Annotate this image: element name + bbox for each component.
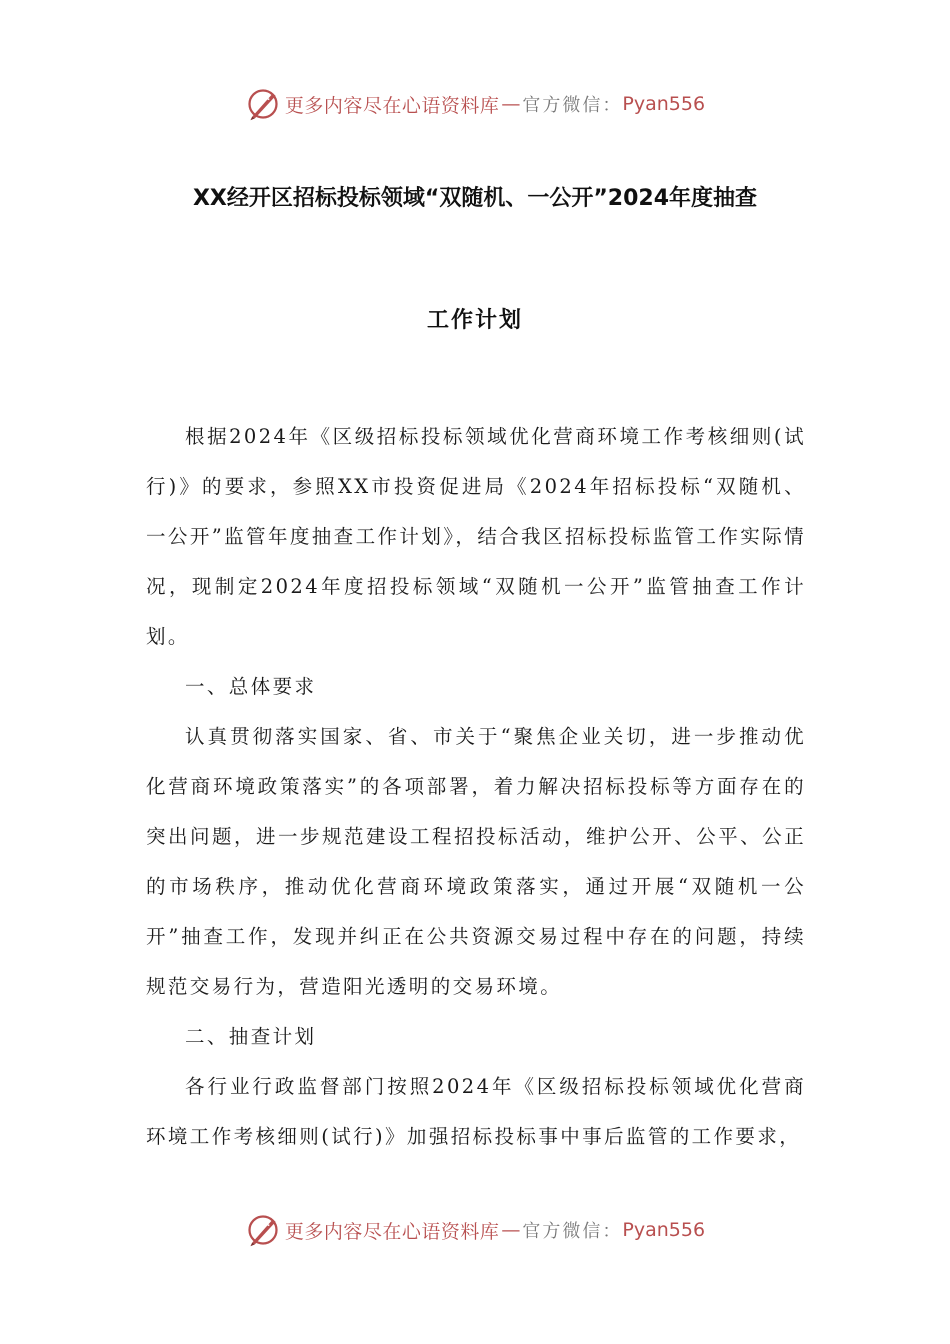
watermark-separator: — [501, 93, 521, 115]
paragraph-general-requirements: 认真贯彻落实国家、省、市关于“聚焦企业关切，进一步推动优化营商环境政策落实”的各项部署，着力解决招标投标等方面存在的突出问题，进一步规范建设工程招投标活动，维护公开、公平、公正的市场秩序，推动优化营商环境政策落实，通过开展“双随机一公开”抽查工作，发现并纠正在公共资源交易过程中存在的问题，持续规范交易行为，营造阳光透明的交易环境。 [146, 725, 806, 998]
watermark-slogan: 更多内容尽在心语资料库 [284, 94, 500, 117]
document-body [146, 412, 806, 1162]
watermark-slogan: 更多内容尽在心语资料库 [284, 1220, 500, 1243]
watermark-wechat-id: Pyan556 [622, 1219, 706, 1241]
document-title-line-2: 工作计划 [426, 308, 523, 333]
paragraph-intro: 根据2024年《区级招标投标领域优化营商环境工作考核细则(试行)》的要求，参照XX市投资促进局《2024年招标投标“双随机、一公开”监管年度抽查工作计划》，结合我区招标投标监管工作实际情况，现制定2024年度招投标领域“双随机一公开”监管抽查工作计划。 [146, 425, 806, 648]
section-heading-inspection-plan: 二、抽查计划 [185, 1025, 317, 1048]
pen-circle-logo-icon [245, 1212, 281, 1248]
watermark-separator: — [501, 1219, 521, 1241]
pen-circle-logo-icon [245, 86, 281, 122]
document-title-line-1: XX经开区招标投标领域“双随机、一公开”2024年度抽查 [192, 186, 758, 211]
watermark-wechat-id: Pyan556 [622, 93, 706, 115]
header-watermark [0, 84, 950, 124]
watermark-label: 官方微信： [522, 1221, 623, 1242]
footer-watermark [0, 1210, 950, 1250]
section-heading-general-requirements: 一、总体要求 [185, 675, 317, 698]
watermark-label: 官方微信： [522, 95, 623, 116]
paragraph-inspection-plan: 各行业行政监督部门按照2024年《区级招标投标领域优化营商环境工作考核细则(试行)》加强招标投标事中事后监管的工作要求， [146, 1075, 806, 1148]
